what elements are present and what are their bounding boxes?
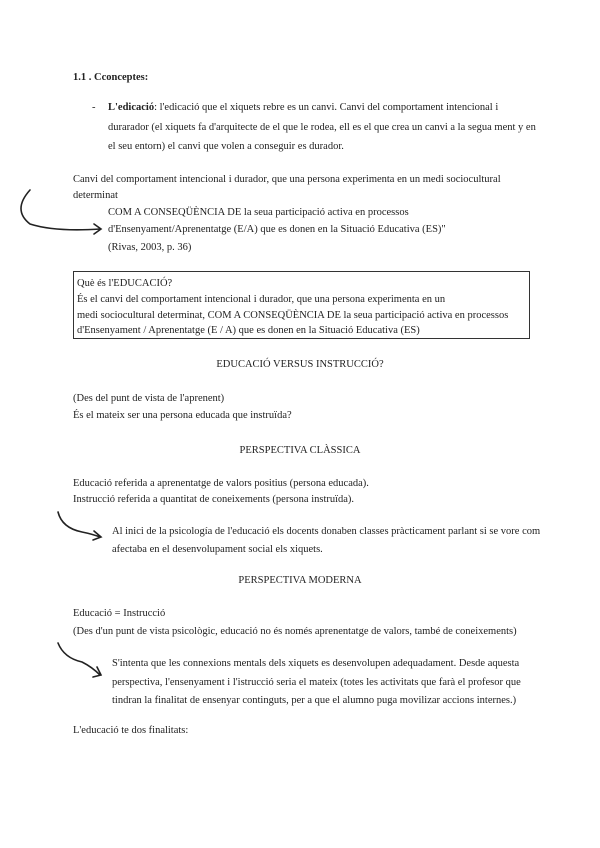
definition-line: Canvi del comportament intencional i durador, que una persona experimenta en un medi sociocultural — [73, 174, 501, 185]
bullet-line: L'edicació: l'edicació que el xiquets rebre es un canvi. Canvi del comportament intencional i — [108, 102, 499, 113]
box-line: medi sociocultural determinat, COM A CONSEQÜÈNCIA DE la seua participació activa en processos — [77, 310, 509, 321]
note-line: afectaba en el desenvolupament social els xiquets. — [112, 544, 323, 555]
quote-line: COM A CONSEQÜÈNCIA DE la seua participació activa en processos — [108, 207, 409, 218]
bullet-dash: - — [92, 102, 96, 113]
arrow-icon — [58, 643, 101, 677]
closing-line: L'educació te dos finalitats: — [73, 725, 189, 736]
text-line: (Des d'un punt de vista psicològic, educació no és només aprenentatge de valors, també de coneixements) — [73, 626, 517, 637]
bullet-term: L'edicació — [108, 102, 155, 113]
box-line: Què és l'EDUCACIÓ? — [77, 278, 173, 289]
box-line: És el canvi del comportament intencional i durador, que una persona experimenta en un — [77, 294, 446, 305]
section-title: EDUCACIÓ VERSUS INSTRUCCIÓ? — [216, 359, 384, 370]
note-line: perspectiva, l'ensenyament i l'istrucció seria el mateix (totes les activitats que farà el profesor que — [112, 677, 521, 688]
text-line: És el mateix ser una persona educada que instruïda? — [73, 410, 292, 421]
section-heading: 1.1 . Cconceptes: — [73, 72, 149, 83]
bullet-line: el seu entorn) el canvi que volen a conseguir es durador. — [108, 141, 344, 152]
text-line: Educació referida a aprenentatge de valors positius (persona educada). — [73, 478, 369, 489]
section-title: PERSPECTIVA CLÀSSICA — [239, 445, 361, 456]
text-line: Instrucció referida a quantitat de coneixements (persona instruïda). — [73, 494, 355, 505]
text-line: (Des del punt de vista de l'aprenent) — [73, 393, 225, 404]
text-line: Educació = Instrucció — [73, 608, 166, 619]
bullet-line: durarador (el xiquets fa d'arquitecte de el que le rodea, ell es el que crea un canvi a la segua ment y en — [108, 122, 536, 133]
note-line: Al inici de la psicología de l'educació els docents donaben classes pràcticament parlant si se vore com — [112, 526, 541, 537]
quote-line: d'Ensenyament/Aprenentatge (E/A) que es donen en la Situació Educativa (ES)" — [108, 224, 446, 235]
definition-line: determinat — [73, 190, 118, 201]
arrow-icon — [58, 512, 101, 540]
note-line: S'intenta que les connexions mentals dels xiquets es desenvolupen adequadament. Desde aquesta — [112, 658, 520, 669]
section-title: PERSPECTIVA MODERNA — [238, 575, 362, 586]
note-line: tindran la finalitat de ensenyar continguts, per a que el alumno puga movilizar accions internes.) — [112, 695, 517, 706]
quote-citation: (Rivas, 2003, p. 36) — [108, 242, 192, 253]
box-line: d'Ensenyament / Aprenentatge (E / A) que es donen en la Situació Educativa (ES) — [77, 325, 420, 336]
